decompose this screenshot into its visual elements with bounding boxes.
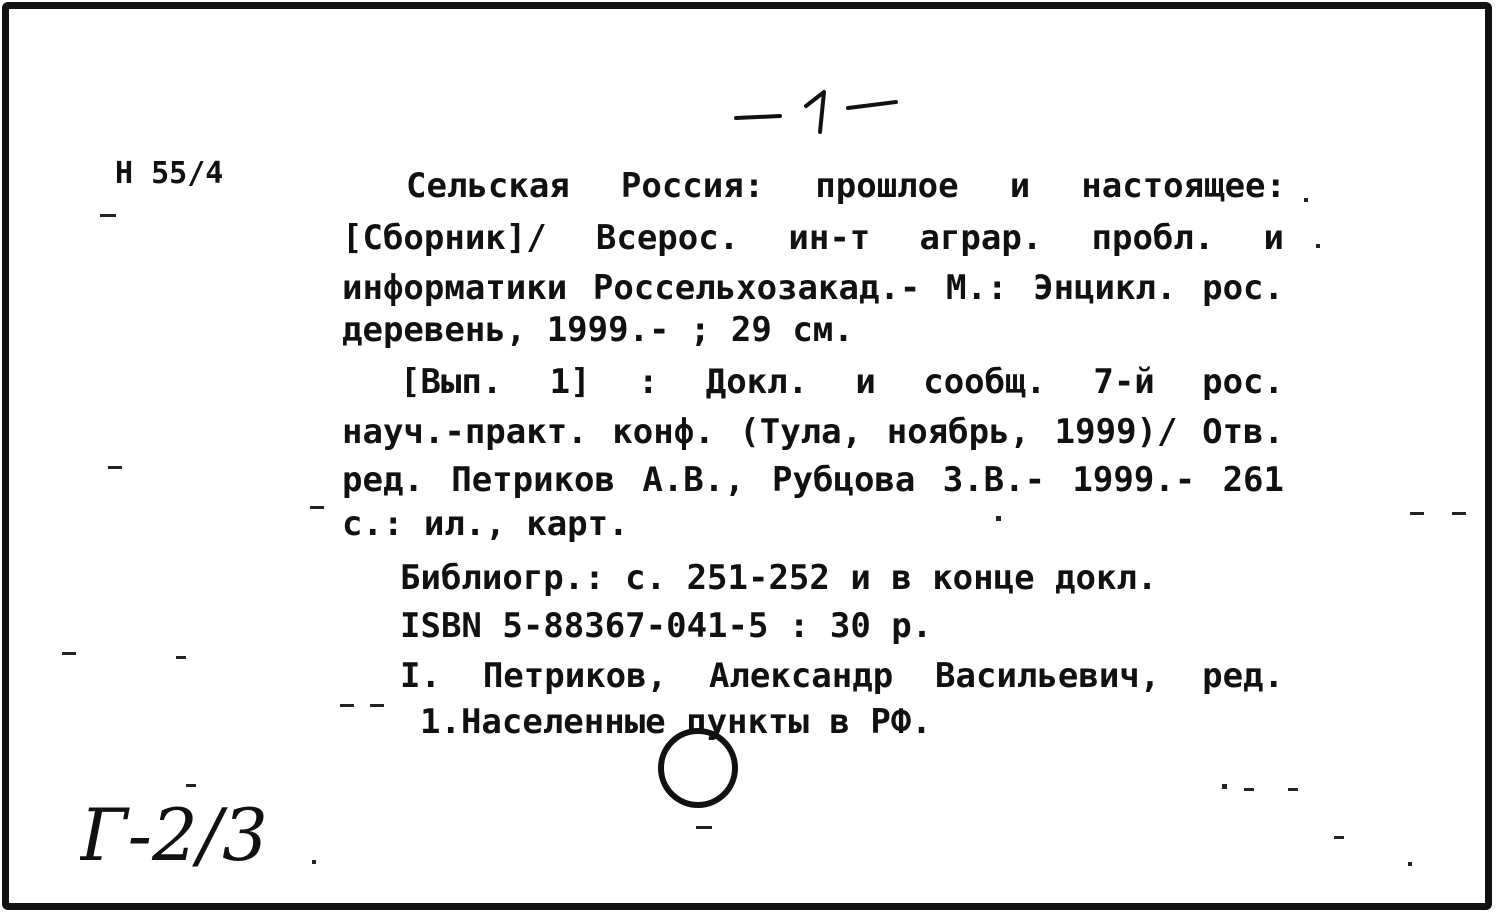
scan-speck xyxy=(370,704,384,707)
title-line-4: деревень, 1999.- ; 29 см. xyxy=(342,310,854,350)
isbn-line: ISBN 5-88367-041-5 : 30 р. xyxy=(400,606,933,646)
scan-speck xyxy=(996,516,1001,521)
bibliography-note: Библиогр.: с. 251-252 и в конце докл. xyxy=(400,558,1158,598)
scan-speck xyxy=(696,826,712,829)
scan-speck xyxy=(186,784,196,787)
scan-speck xyxy=(1410,512,1424,515)
scan-speck xyxy=(1452,512,1466,515)
subject-heading: 1.Населенные пункты в РФ. xyxy=(420,702,932,742)
page-number-handwritten xyxy=(728,82,908,142)
added-entry: I. Петриков, Александр Васильевич, ред. xyxy=(400,656,1284,696)
title-line-2: [Сборник]/ Всерос. ин-т аграр. пробл. и xyxy=(342,218,1284,258)
scan-speck xyxy=(1408,862,1412,866)
scan-speck xyxy=(176,656,186,659)
scan-speck xyxy=(310,506,324,509)
scan-speck xyxy=(1244,788,1254,791)
scan-speck xyxy=(1222,784,1227,789)
volume-line-1: [Вып. 1] : Докл. и сообщ. 7-й рос. xyxy=(400,362,1284,402)
volume-line-3: ред. Петриков А.В., Рубцова З.В.- 1999.- 261 xyxy=(342,460,1284,500)
scan-speck xyxy=(1304,198,1308,202)
scan-speck xyxy=(1316,244,1320,248)
scan-speck xyxy=(1334,836,1344,839)
scan-speck xyxy=(312,860,316,864)
scan-speck xyxy=(108,466,122,469)
volume-line-2: науч.-практ. конф. (Тула, ноябрь, 1999)/ Отв. xyxy=(342,412,1284,452)
scan-speck xyxy=(1288,788,1298,791)
scan-speck xyxy=(62,652,76,655)
scan-speck xyxy=(340,704,354,707)
title-line-1: Сельская Россия: прошлое и настоящее: xyxy=(406,166,1286,206)
handwritten-note xyxy=(80,780,280,890)
svg-text:Г-2/3: Г-2/3 xyxy=(80,793,268,877)
punch-hole xyxy=(658,728,738,808)
volume-line-4: с.: ил., карт. xyxy=(342,504,629,544)
shelf-mark: Н 55/4 xyxy=(115,156,224,191)
title-line-3: информатики Россельхозакад.- М.: Энцикл. рос. xyxy=(342,268,1284,308)
scan-speck xyxy=(100,214,116,217)
